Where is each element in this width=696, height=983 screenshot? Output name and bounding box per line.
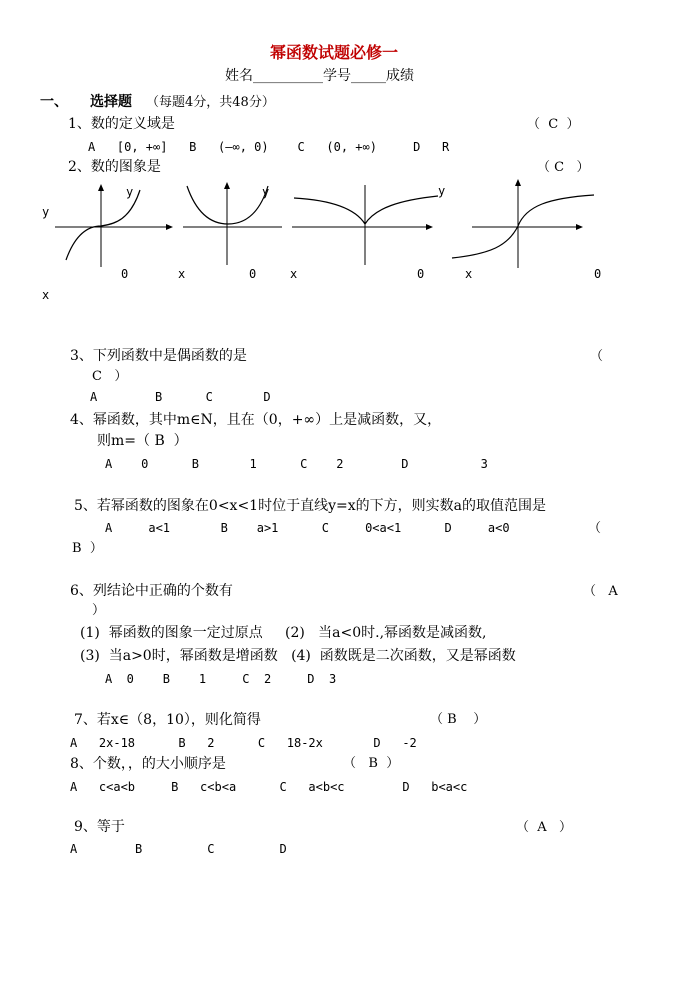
q5-options: A a<1 B a>1 C 0<a<1 D a<0	[105, 521, 510, 535]
graph-c	[292, 185, 438, 265]
q9-answer: （ A ）	[516, 820, 573, 835]
q8-answer: （ B ）	[343, 756, 400, 771]
graph-c-x-label: x	[290, 267, 298, 281]
q7-stem: 7、若x∈（8，10），则化简得	[74, 712, 261, 728]
q6-answer-close: ）	[92, 603, 106, 618]
q9-stem: 9、等于	[74, 819, 125, 835]
q1-answer: （ C ）	[527, 117, 580, 132]
q2-answer: （ C ）	[537, 160, 590, 175]
graph-c-origin: 0	[417, 267, 425, 281]
q6-statement-line-1: (1) 幂函数的图象一定过原点 (2) 当a<0时.,幂函数是减函数,	[80, 625, 487, 641]
q6-stem: 6、列结论中正确的个数有	[70, 583, 233, 599]
q9-options: A B C D	[70, 842, 287, 856]
q2-stem: 2、数的图象是	[68, 159, 161, 175]
q4-stem-2: 则m=（ B ）	[97, 433, 188, 449]
q6-answer-open: （ A	[583, 584, 618, 599]
graph-d	[452, 180, 594, 268]
section-scoring: （每题4分，共48分）	[146, 95, 275, 110]
q5-stem: 5、若幂函数的图象在0<x<1时位于直线y=x的下方，则实数a的取值范围是	[74, 498, 546, 514]
section-number: 一、	[40, 94, 68, 110]
q3-answer-rest: C ）	[92, 369, 128, 384]
graph-c-curve	[294, 196, 438, 224]
graph-a-x-label: x	[42, 288, 50, 302]
q3-stem: 3、下列函数中是偶函数的是	[70, 348, 247, 364]
q4-stem: 4、幂函数，其中m∈N，且在（0，+∞）上是减函数，又，	[70, 412, 442, 428]
section-name: 选择题	[90, 94, 132, 110]
q6-statement-line-2: (3) 当a>0时，幂函数是增函数 (4) 函数既是二次函数，又是幂函数	[80, 648, 516, 664]
graph-b-x-label: x	[178, 267, 186, 281]
graph-d-origin: 0	[594, 267, 602, 281]
q2-graphs	[0, 0, 696, 320]
q4-options: A 0 B 1 C 2 D 3	[105, 457, 488, 471]
graph-d-x-label: x	[465, 267, 473, 281]
graph-a-origin: 0	[121, 267, 129, 281]
q1-stem: 1、数的定义域是	[68, 116, 175, 132]
graph-a-y-label: y	[42, 205, 50, 219]
q5-answer-open: （	[588, 521, 602, 536]
page-title: 幂函数试题必修一	[270, 43, 399, 62]
q5-answer-rest: B ）	[72, 541, 103, 556]
graph-a-curve	[66, 190, 140, 260]
graph-a	[55, 185, 172, 267]
q1-options: A [0, +∞] B (—∞, 0) C (0, +∞) D R	[88, 140, 450, 154]
graph-b-y-label: y	[262, 185, 270, 199]
q7-answer: （ B ）	[430, 712, 487, 727]
q7-options: A 2x-18 B 2 C 18-2x D -2	[70, 736, 417, 750]
graph-a-y-label-2: y	[126, 185, 134, 199]
q8-stem: 8、个数，，的大小顺序是	[70, 756, 226, 772]
q3-options: A B C D	[90, 390, 271, 404]
q6-options: A 0 B 1 C 2 D 3	[105, 672, 337, 686]
graph-b-origin: 0	[249, 267, 257, 281]
q3-answer-open: （	[590, 349, 604, 364]
student-info-line: 姓名__________学号_____成绩	[225, 68, 414, 84]
q8-options: A c<a<b B c<b<a C a<b<c D b<a<c	[70, 780, 468, 794]
graph-c-y-label: y	[438, 184, 446, 198]
